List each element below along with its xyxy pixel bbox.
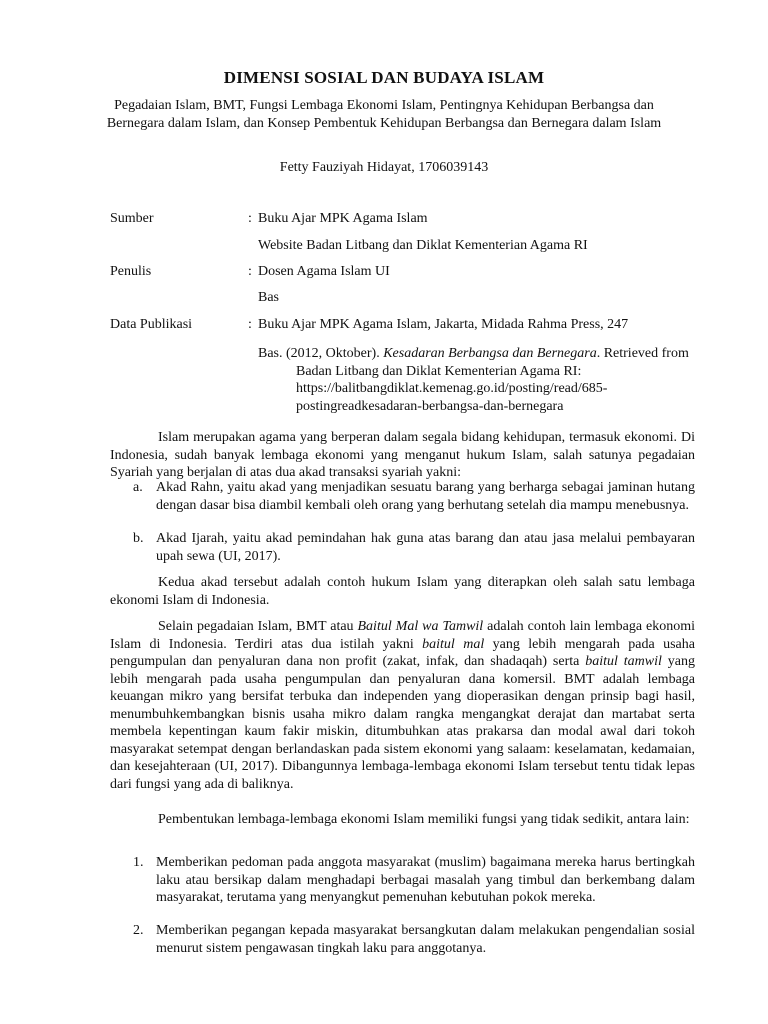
sumber-colon: : xyxy=(248,211,252,226)
publikasi-label: Data Publikasi xyxy=(110,317,193,332)
list-item-a: Akad Rahn, yaitu akad yang menjadikan sesuatu barang yang berharga sebagai jaminan hutang dengan dasar bisa diambil kembali oleh orang yang berhutang setelah dia mampu menebusnya. xyxy=(156,480,695,513)
sumber-value-1: Buku Ajar MPK Agama Islam xyxy=(258,211,428,226)
sumber-label: Sumber xyxy=(110,211,154,226)
bmt-text-4: yang lebih mengarah pada usaha pengumpulan dan penyaluran dana komersil. BMT adalah lembaga keuangan mikro yang bersifat terbuka dan independen yang dioperasikan dengan prinsip bagi hasil, menumbuhkembangkan bisnis usaha mikro dalam rangka mengangkat derajat dan martabat serta membela kepentingan kaum fakir miskin, ditumbuhkan atas prakarsa dan modal awal dari tokoh masyarakat setempat dengan berlandaskan pada sistem ekonomi yang salaam: keselamatan, kedamaian, dan kesejahteraan (UI, 2017). Dibangunnya lembaga-lembaga ekonomi Islam tersebut tentu tidak lepas dari fungsi yang ada di baliknya. xyxy=(110,654,695,792)
sumber-value-2: Website Badan Litbang dan Diklat Kementerian Agama RI xyxy=(258,238,588,253)
reference-prefix: Bas. (2012, Oktober). xyxy=(258,346,384,361)
bmt-term-1: Baitul Mal wa Tamwil xyxy=(357,619,484,634)
list-item-2: Memberikan pegangan kepada masyarakat bersangkutan dalam melakukan pengendalian sosial menurut sistem pengawasan tingkah laku para anggotanya. xyxy=(156,923,695,956)
list-item-1: Memberikan pedoman pada anggota masyarakat (muslim) bagaimana mereka harus bertingkah laku atau bersikap dalam menghadapi berbagai masalah yang timbul dan berkembang dalam masyarakat, terutama yang menyangkut pemenuhan kebutuhan pokok mereka. xyxy=(156,855,695,905)
penulis-colon: : xyxy=(248,264,252,279)
penulis-value-2: Bas xyxy=(258,290,279,305)
list-item-b: Akad Ijarah, yaitu akad pemindahan hak guna atas barang dan atau jasa melalui pembayaran upah sewa (UI, 2017). xyxy=(156,531,695,564)
publikasi-colon: : xyxy=(248,317,252,332)
reference-entry xyxy=(258,345,716,415)
author-line: Fetty Fauziyah Hidayat, 1706039143 xyxy=(279,160,489,175)
paragraph-fungsi: Pembentukan lembaga-lembaga ekonomi Islam memiliki fungsi yang tidak sedikit, antara lain: xyxy=(158,812,690,827)
list-marker-2: 2. xyxy=(133,923,144,938)
document-title: DIMENSI SOSIAL DAN BUDAYA ISLAM xyxy=(223,68,545,87)
list-marker-a: a. xyxy=(133,480,143,495)
reference-title: Kesadaran Berbangsa dan Bernegara xyxy=(383,346,597,361)
bmt-text-2: adalah contoh lain lembaga ekonomi Islam di Indonesia. Terdiri atas dua istilah yakni xyxy=(110,619,695,652)
document-subtitle: Pegadaian Islam, BMT, Fungsi Lembaga Ekonomi Islam, Pentingnya Kehidupan Berbangsa dan Bernegara dalam Islam, dan Konsep Pembentuk Kehidupan Berbangsa dan Bernegara dalam Islam xyxy=(106,98,662,131)
list-marker-1: 1. xyxy=(133,855,144,870)
list-marker-b: b. xyxy=(133,531,144,546)
publikasi-value: Buku Ajar MPK Agama Islam, Jakarta, Midada Rahma Press, 247 xyxy=(258,317,629,332)
bmt-term-3: baitul tamwil xyxy=(585,654,662,669)
penulis-label: Penulis xyxy=(110,264,152,279)
paragraph-bmt xyxy=(110,618,695,793)
penulis-value-1: Dosen Agama Islam UI xyxy=(258,264,390,279)
reference-suffix: . Retrieved from Badan Litbang dan Diklat Kementerian Agama RI: https://balitbangdiklat.kemenag.go.id/posting/read/685-postingreadkesadaran-berbangsa-dan-bernegara xyxy=(296,346,689,414)
paragraph-intro: Islam merupakan agama yang berperan dalam segala bidang kehidupan, termasuk ekonomi. Di Indonesia, sudah banyak lembaga ekonomi yang menganut hukum Islam, salah satunya pegadaian Syariah yang berjalan di atas dua akad transaksi syariah yakni: xyxy=(110,430,695,480)
bmt-text-1: Selain pegadaian Islam, BMT atau xyxy=(158,619,358,634)
paragraph-akad: Kedua akad tersebut adalah contoh hukum Islam yang diterapkan oleh salah satu lembaga ekonomi Islam di Indonesia. xyxy=(110,575,695,608)
bmt-text-3: yang lebih mengarah pada usaha pengumpulan dan penyaluran dana non profit (zakat, infak, dan shadaqah) serta xyxy=(110,636,695,669)
bmt-term-2: baitul mal xyxy=(422,636,485,652)
